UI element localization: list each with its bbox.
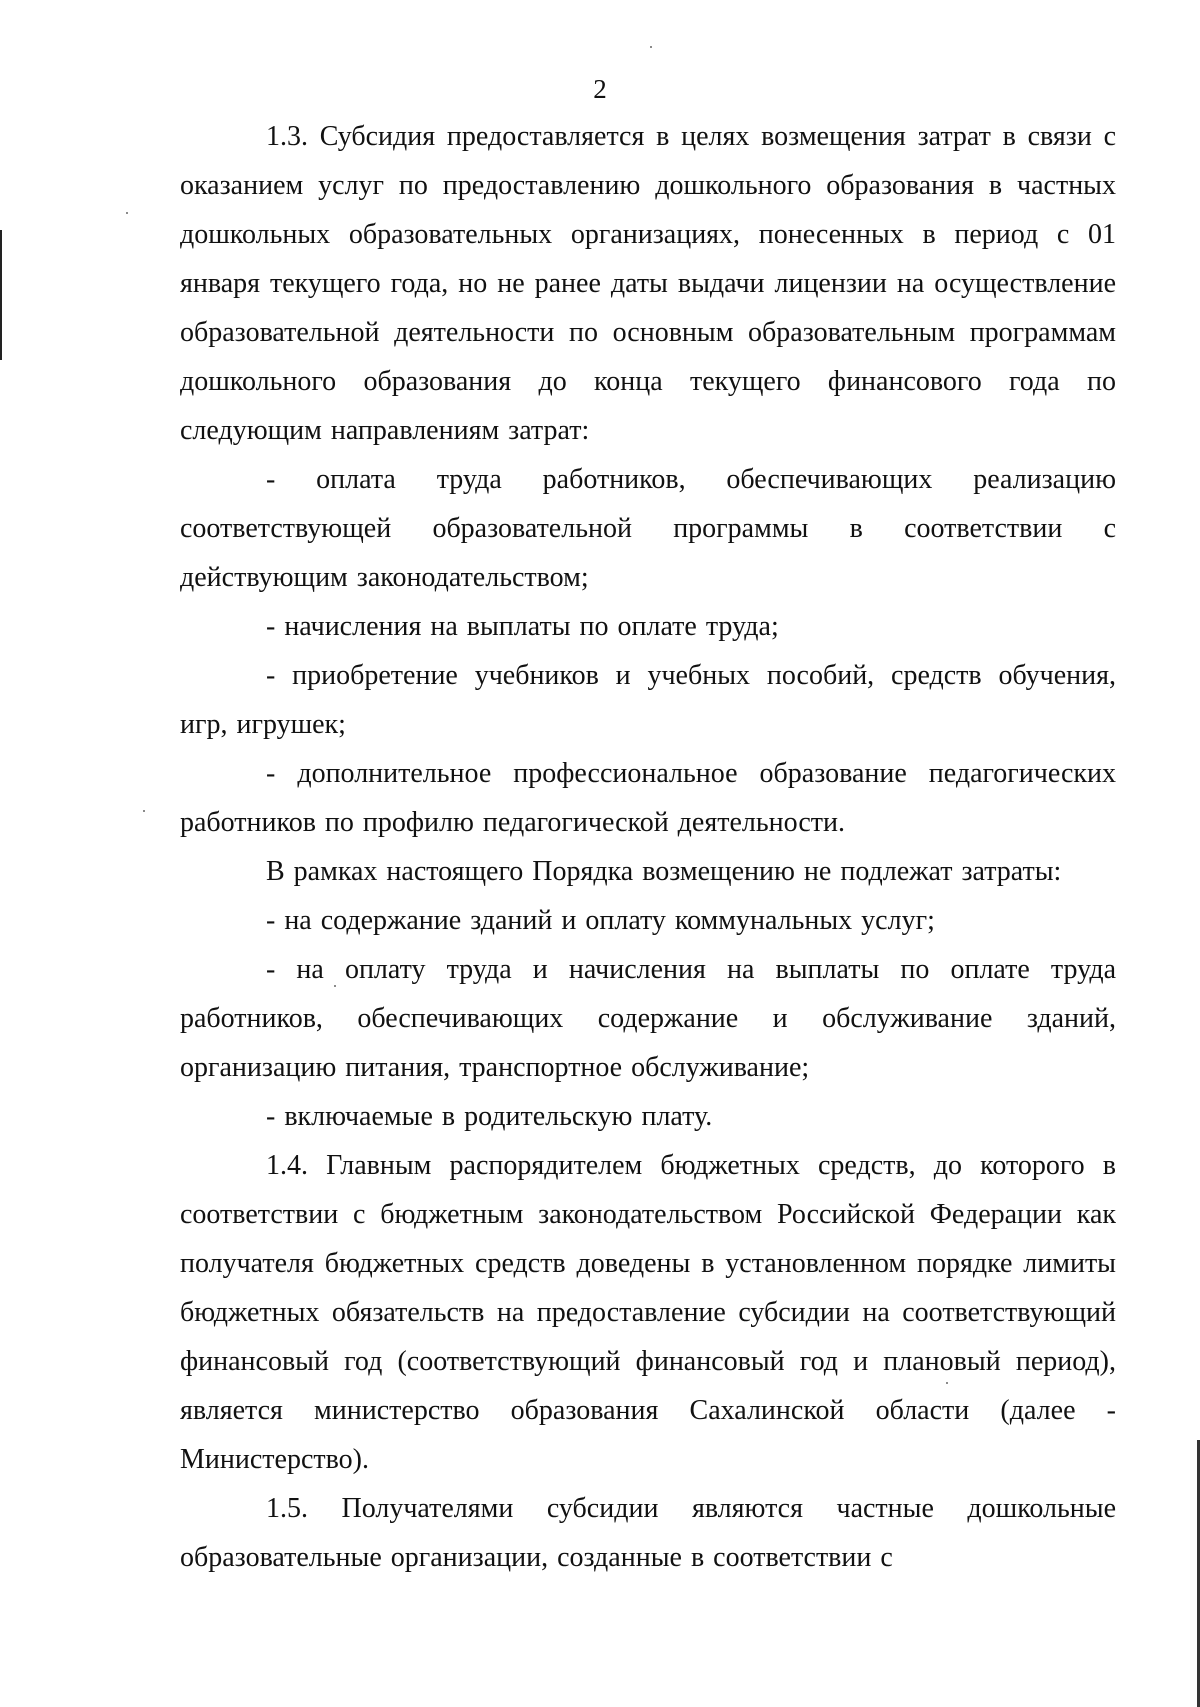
list-item-parental-fee: - включаемые в родительскую плату. (266, 1101, 713, 1132)
list-item-textbooks: - приобретение учебников и учебных пособий, средств обучения, игр, игрушек; (180, 660, 1116, 740)
paragraph-exclusions-intro: В рамках настоящего Порядка возмещению не подлежат затраты: (266, 856, 1062, 887)
paragraph-1-5: 1.5. Получателями субсидии являются частные дошкольные образовательные организации, созданные в соответствии с (180, 1493, 1116, 1573)
scan-edge-left (0, 230, 2, 360)
list-item-buildings-utilities: - на содержание зданий и оплату коммунальных услуг; (266, 905, 935, 936)
paragraph-1-3: 1.3. Субсидия предоставляется в целях возмещения затрат в связи с оказанием услуг по предоставлению дошкольного образования в частных дошкольных образовательных организациях, понесенных в период с 01 января текущего года, но не ранее даты выдачи лицензии на осуществление образовательной деятельности по основным образовательным программам дошкольного образования до конца текущего финансового года по следующим направлениям затрат: (180, 121, 1116, 446)
paragraph-1-4: 1.4. Главным распорядителем бюджетных средств, до которого в соответствии с бюджетным законодательством Российской Федерации как получателя бюджетных средств доведены в установленном порядке лимиты бюджетных обязательств на предоставление субсидии на соответствующий финансовый год (соответствующий финансовый год и плановый период), является министерство образования Сахалинской области (далее - Министерство). (180, 1150, 1116, 1475)
list-item-labor-charges: - начисления на выплаты по оплате труда; (266, 611, 779, 642)
list-item-maintenance-staff: - на оплату труда и начисления на выплаты по оплате труда работников, обеспечивающих содержание и обслуживание зданий, организацию питания, транспортное обслуживание; (180, 954, 1116, 1083)
document-body (180, 112, 1116, 1582)
list-item-labor-payment: - оплата труда работников, обеспечивающих реализацию соответствующей образовательной программы в соответствии с действующим законодательством; (180, 464, 1116, 593)
list-item-professional-education: - дополнительное профессиональное образование педагогических работников по профилю педагогической деятельности. (180, 758, 1116, 838)
page-number: 2 (593, 74, 607, 104)
scan-speck (143, 810, 145, 812)
scan-speck (126, 212, 128, 214)
scan-speck (650, 46, 652, 48)
